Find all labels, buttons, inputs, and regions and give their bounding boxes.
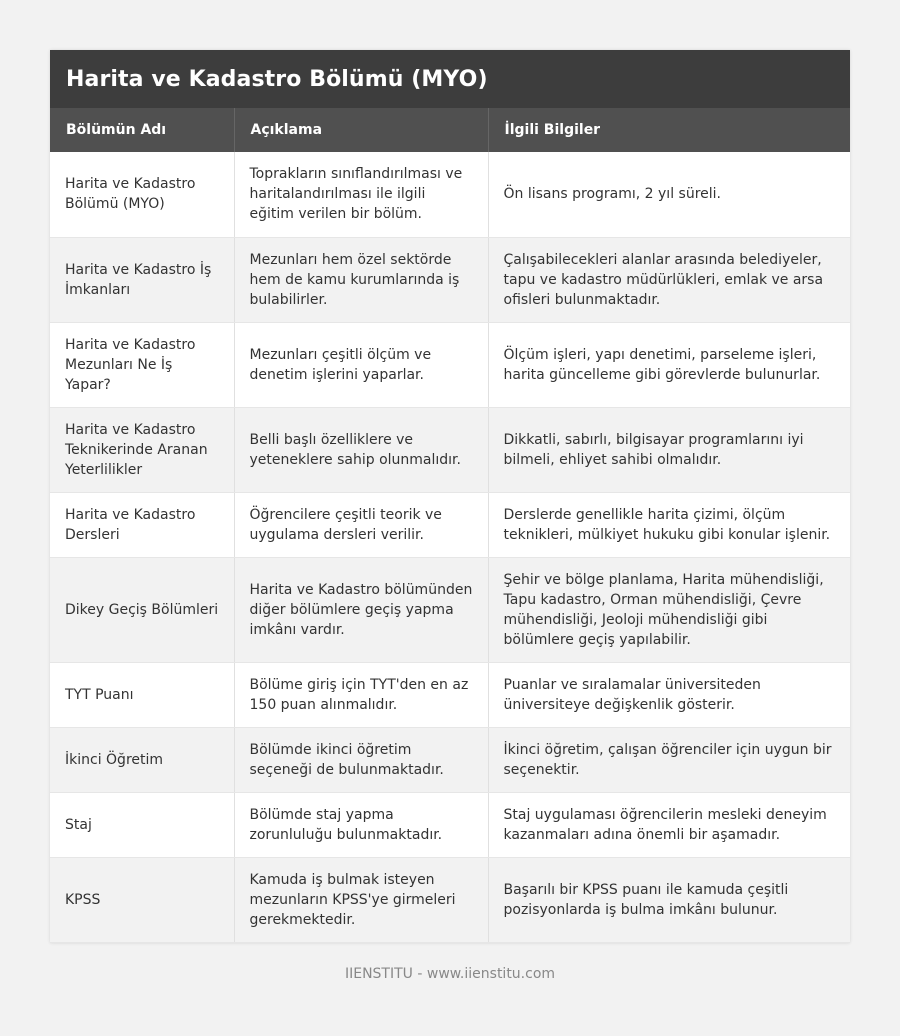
table-header-row bbox=[50, 108, 850, 152]
cell-info: Çalışabilecekleri alanlar arasında belediyeler, tapu ve kadastro müdürlükleri, emlak ve arsa ofisleri bulunmaktadır. bbox=[488, 237, 850, 322]
cell-name: KPSS bbox=[50, 857, 234, 942]
table-row bbox=[50, 152, 850, 237]
table-row bbox=[50, 727, 850, 792]
cell-description: Bölüme giriş için TYT'den en az 150 puan alınmalıdır. bbox=[234, 662, 488, 727]
table-row bbox=[50, 407, 850, 492]
cell-info: Puanlar ve sıralamalar üniversiteden üniversiteye değişkenlik gösterir. bbox=[488, 662, 850, 727]
cell-description: Toprakların sınıflandırılması ve haritalandırılması ile ilgili eğitim verilen bir bölüm. bbox=[234, 152, 488, 237]
page-title: Harita ve Kadastro Bölümü (MYO) bbox=[66, 66, 488, 92]
cell-info: Ölçüm işleri, yapı denetimi, parseleme işleri, harita güncelleme gibi görevlerde bulunurlar. bbox=[488, 322, 850, 407]
cell-name: İkinci Öğretim bbox=[50, 727, 234, 792]
cell-name: Harita ve Kadastro Bölümü (MYO) bbox=[50, 152, 234, 237]
title-bar bbox=[50, 50, 850, 108]
cell-description: Bölümde staj yapma zorunluluğu bulunmaktadır. bbox=[234, 792, 488, 857]
cell-name: Staj bbox=[50, 792, 234, 857]
cell-description: Mezunları çeşitli ölçüm ve denetim işlerini yaparlar. bbox=[234, 322, 488, 407]
footer-credit: IIENSTITU - www.iienstitu.com bbox=[344, 966, 556, 982]
table-row bbox=[50, 492, 850, 557]
info-table bbox=[50, 108, 850, 943]
cell-name: TYT Puanı bbox=[50, 662, 234, 727]
cell-name: Harita ve Kadastro Dersleri bbox=[50, 492, 234, 557]
cell-name: Harita ve Kadastro Mezunları Ne İş Yapar? bbox=[50, 322, 234, 407]
cell-info: Şehir ve bölge planlama, Harita mühendisliği, Tapu kadastro, Orman mühendisliği, Çevre mühendisliği, Jeoloji mühendisliği gibi bölümlere geçiş yapılabilir. bbox=[488, 557, 850, 662]
cell-description: Belli başlı özelliklere ve yeteneklere sahip olunmalıdır. bbox=[234, 407, 488, 492]
table-row bbox=[50, 322, 850, 407]
cell-description: Harita ve Kadastro bölümünden diğer bölümlere geçiş yapma imkânı vardır. bbox=[234, 557, 488, 662]
table-row bbox=[50, 662, 850, 727]
cell-description: Öğrencilere çeşitli teorik ve uygulama dersleri verilir. bbox=[234, 492, 488, 557]
cell-info: İkinci öğretim, çalışan öğrenciler için uygun bir seçenektir. bbox=[488, 727, 850, 792]
table-row bbox=[50, 237, 850, 322]
cell-name: Harita ve Kadastro Teknikerinde Aranan Yeterlilikler bbox=[50, 407, 234, 492]
column-header-description: Açıklama bbox=[234, 108, 488, 152]
cell-name: Harita ve Kadastro İş İmkanları bbox=[50, 237, 234, 322]
cell-info: Dikkatli, sabırlı, bilgisayar programlarını iyi bilmeli, ehliyet sahibi olmalıdır. bbox=[488, 407, 850, 492]
table-row bbox=[50, 857, 850, 942]
table-row bbox=[50, 792, 850, 857]
cell-description: Kamuda iş bulmak isteyen mezunların KPSS'ye girmeleri gerekmektedir. bbox=[234, 857, 488, 942]
column-header-info: İlgili Bilgiler bbox=[488, 108, 850, 152]
info-table-card bbox=[50, 50, 850, 943]
table-row bbox=[50, 557, 850, 662]
cell-description: Bölümde ikinci öğretim seçeneği de bulunmaktadır. bbox=[234, 727, 488, 792]
cell-description: Mezunları hem özel sektörde hem de kamu kurumlarında iş bulabilirler. bbox=[234, 237, 488, 322]
cell-info: Staj uygulaması öğrencilerin mesleki deneyim kazanmaları adına önemli bir aşamadır. bbox=[488, 792, 850, 857]
cell-info: Derslerde genellikle harita çizimi, ölçüm teknikleri, mülkiyet hukuku gibi konular işlenir. bbox=[488, 492, 850, 557]
cell-info: Başarılı bir KPSS puanı ile kamuda çeşitli pozisyonlarda iş bulma imkânı bulunur. bbox=[488, 857, 850, 942]
column-header-name: Bölümün Adı bbox=[50, 108, 234, 152]
cell-name: Dikey Geçiş Bölümleri bbox=[50, 557, 234, 662]
cell-info: Ön lisans programı, 2 yıl süreli. bbox=[488, 152, 850, 237]
